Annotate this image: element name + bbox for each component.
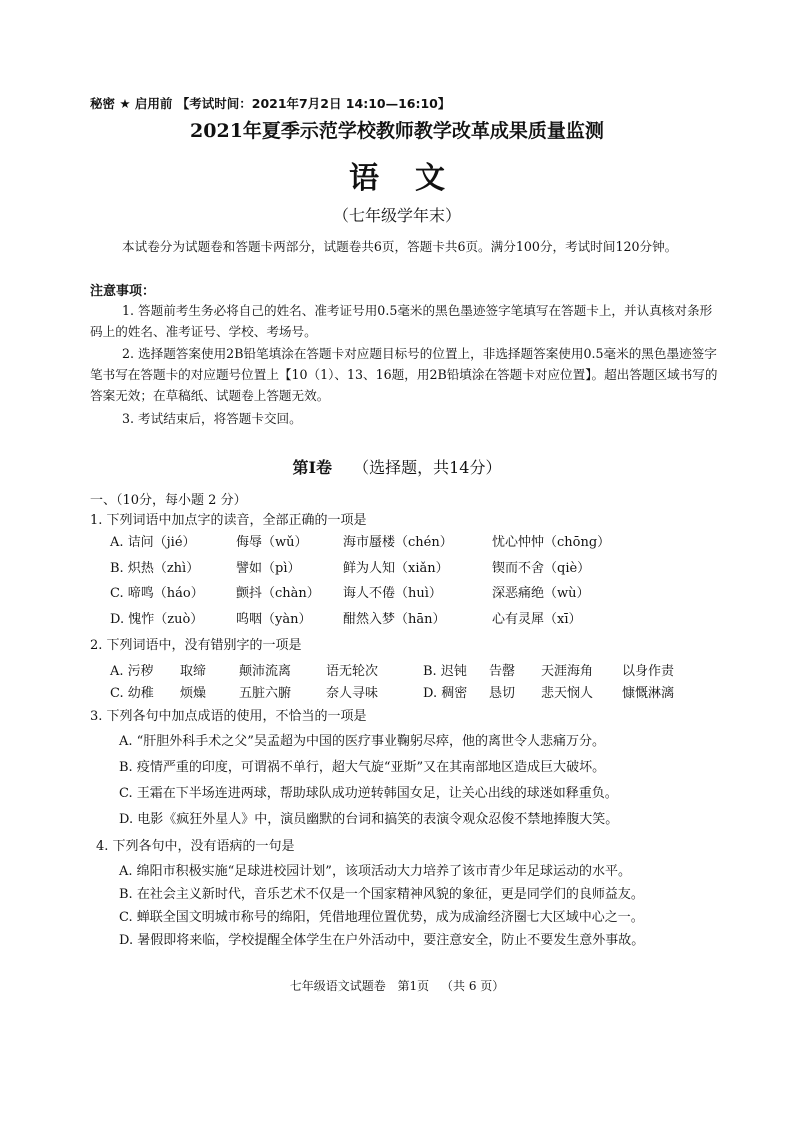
q1-option: 酣然入梦（hān） [343, 612, 446, 627]
q2-option: 五脏六腑 [239, 686, 292, 701]
question-stem: 2. 下列词语中，没有错别字的一项是 [90, 638, 302, 653]
footer-exam-name: 七年级语文试题卷 [289, 979, 386, 993]
q1-option: A. 诘问（jié） [110, 535, 196, 550]
q1-option: 海市蜃楼（chén） [343, 535, 453, 550]
q1-option: B. 炽热（zhì） [110, 561, 200, 576]
notice-item: 1. 答题前考生务必将自己的姓名、准考证号用0.5毫米的黑色墨迹签字笔填写在答题卡上，并认真核对条形码上的姓名、准考证号、学校、考场号。 [90, 303, 713, 339]
q4-option: D. 暑假即将来临，学校提醒全体学生在户外活动中，要注意安全，防止不要发生意外事故。 [119, 933, 645, 948]
q2-option: A. 污秽 [110, 664, 154, 679]
intro-paragraph: 本试卷分为试题卷和答题卡两部分，试题卷共6页，答题卡共6页。满分100分，考试时间120分钟。 [122, 239, 678, 254]
q2-option: 奈人寻味 [326, 686, 379, 701]
q2-option: D. 稠密 [423, 686, 468, 701]
q3-option: A. “肝胆外科手术之父”吴孟超为中国的医疗事业鞠躬尽瘁，他的离世令人悲痛万分。 [119, 734, 605, 749]
volume-label: 第Ⅰ卷 [292, 458, 333, 477]
q1-option: 侮辱（wǔ） [236, 535, 308, 550]
notice-item: 3. 考试结束后，将答题卡交回。 [122, 411, 302, 426]
volume-desc: （选择题，共14分） [353, 458, 502, 477]
q3-option: B. 疫情严重的印度，可谓祸不单行，超大气旋“亚斯”又在其南部地区造成巨大破坏。 [119, 760, 606, 775]
notice-title: 注意事项： [90, 284, 156, 299]
q2-option: 慷慨淋漓 [622, 686, 675, 701]
q2-option: 以身作责 [622, 664, 675, 679]
notice-item: 2. 选择题答案使用2B铅笔填涂在答题卡对应题目标号的位置上，非选择题答案使用0.5毫米的黑色墨迹签字笔书写在答题卡的对应题号位置上【10（1）、13、16题，用2B铅填涂在答题卡对应位置】。超出答题区域书写的答案无效；在草稿纸、试题卷上答题无效。 [90, 346, 718, 403]
grade-subtitle: （七年级学年末） [332, 206, 461, 225]
q4-option: B. 在社会主义新时代，音乐艺术不仅是一个国家精神风貌的象征，更是同学们的良师益友。 [119, 887, 644, 902]
q1-option: 深恶痛绝（wù） [492, 586, 590, 601]
q2-option: 烦燥 [180, 686, 207, 701]
q2-option: C. 幼稚 [110, 686, 154, 701]
q1-option: 颤抖（chàn） [236, 586, 320, 601]
q4-option: C. 蝉联全国文明城市称号的绵阳，凭借地理位置优势，成为成渝经济圈七大区域中心之一。 [119, 910, 644, 925]
q3-option: C. 王霜在下半场连进两球，帮助球队成功逆转韩国女足，让关心出线的球迷如释重负。 [119, 786, 618, 801]
q1-option: C. 啼鸣（háo） [110, 586, 204, 601]
exam-title: 2021年夏季示范学校教师教学改革成果质量监测 [190, 120, 604, 142]
q2-option: 恳切 [489, 686, 516, 701]
volume-heading [0, 455, 794, 478]
q2-option: B. 迟钝 [423, 664, 467, 679]
q1-option: 呜咽（yàn） [236, 612, 312, 627]
q1-option: D. 愧怍（zuò） [110, 612, 204, 627]
q4-option: A. 绵阳市积极实施“足球进校园计划”，该项活动大力培养了该市青少年足球运动的水平。 [119, 864, 631, 879]
q1-option: 心有灵犀（xī） [492, 612, 582, 627]
question-stem: 4. 下列各句中，没有语病的一句是 [96, 839, 295, 854]
footer-page-number: 第1页 [397, 979, 430, 993]
page-footer [0, 977, 794, 994]
q2-option: 天涯海角 [541, 664, 594, 679]
q2-option: 告罄 [489, 664, 516, 679]
secret-header: 秘密 ★ 启用前 【考试时间：2021年7月2日 14:10—16:10】 [90, 96, 451, 111]
section-heading: 一、（10分，每小题 2 分） [90, 493, 247, 508]
question-stem: 3. 下列各句中加点成语的使用，不恰当的一项是 [90, 709, 367, 724]
q2-option: 悲天悯人 [541, 686, 594, 701]
q1-option: 诲人不倦（huì） [343, 586, 442, 601]
q2-option: 取缔 [180, 664, 207, 679]
q2-option: 颠沛流离 [239, 664, 292, 679]
q1-option: 忧心忡忡（chōng） [492, 535, 611, 550]
subject-title: 语文 [349, 161, 481, 196]
q1-option: 鲜为人知（xiǎn） [343, 561, 449, 576]
q3-option: D. 电影《疯狂外星人》中，演员幽默的台词和搞笑的表演令观众忍俊不禁地捧腹大笑。 [119, 812, 619, 827]
footer-page-total: （共 6 页） [441, 979, 505, 993]
q2-option: 语无轮次 [326, 664, 379, 679]
question-stem: 1. 下列词语中加点字的读音，全部正确的一项是 [90, 513, 367, 528]
q1-option: 譬如（pì） [236, 561, 301, 576]
q1-option: 锲而不舍（qiè） [492, 561, 591, 576]
